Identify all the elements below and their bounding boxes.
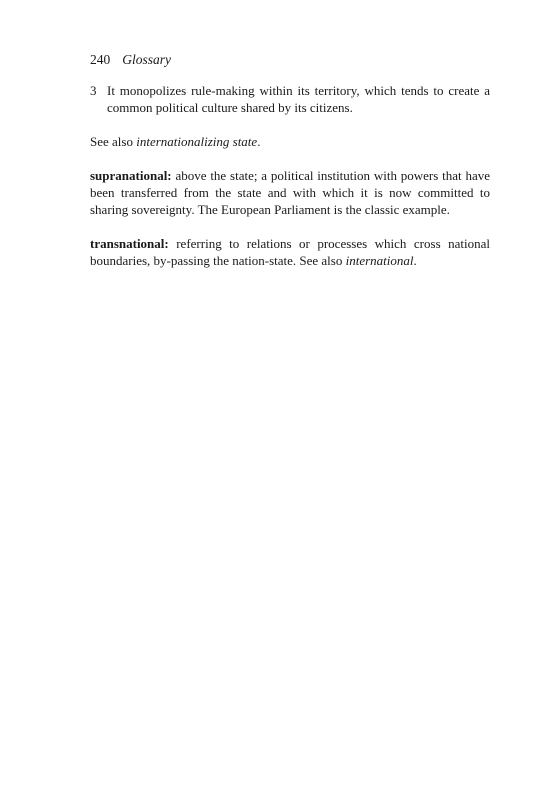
see-also-prefix: See also bbox=[90, 134, 137, 149]
section-title: Glossary bbox=[122, 52, 172, 67]
glossary-page bbox=[90, 50, 490, 269]
glossary-entry-transnational bbox=[90, 235, 490, 269]
numbered-item-3 bbox=[90, 82, 490, 116]
cross-reference: international bbox=[345, 253, 414, 268]
entry-definition: referring to relations or processes which cross national boundaries, by-passing the nation-state. See also bbox=[90, 236, 490, 268]
see-also-suffix: . bbox=[257, 134, 261, 149]
glossary-entry-supranational bbox=[90, 167, 490, 218]
entry-definition: above the state; a political institution with powers that have been transferred from the state and with which it is now committed to sharing sovereignty. The European Parliament is the classic example. bbox=[90, 168, 490, 217]
entry-term: supranational: bbox=[90, 168, 172, 183]
entry-suffix: . bbox=[413, 253, 417, 268]
page-number: 240 bbox=[90, 52, 111, 67]
item-number: 3 bbox=[90, 83, 97, 98]
see-also-internationalizing-state bbox=[90, 133, 490, 150]
item-text: It monopolizes rule-making within its territory, which tends to create a common political culture shared by its citizens. bbox=[107, 83, 490, 115]
entry-term: transnational: bbox=[90, 236, 169, 251]
cross-reference: internationalizing state bbox=[136, 134, 258, 149]
running-head bbox=[90, 50, 490, 70]
